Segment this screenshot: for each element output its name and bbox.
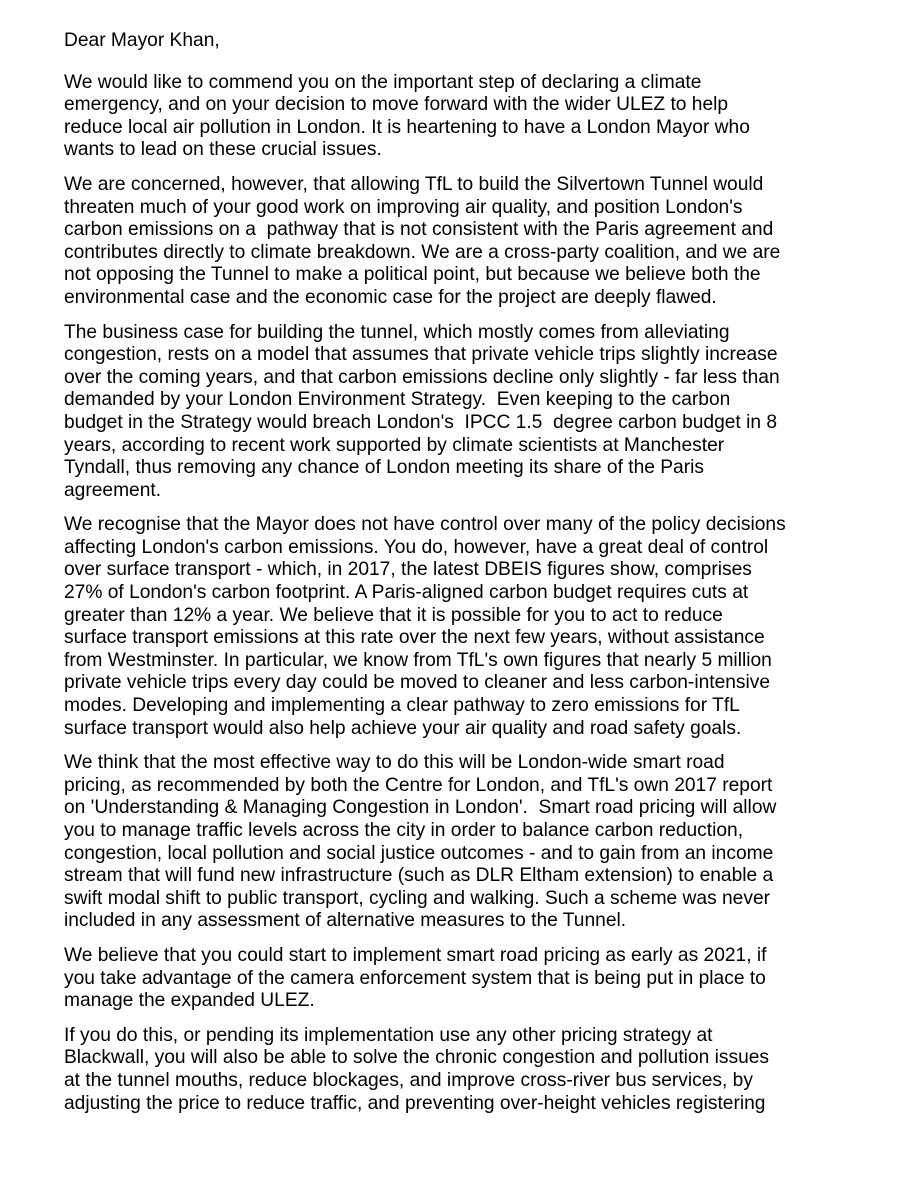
text-line: you to manage traffic levels across the city in order to balance carbon reduction,	[64, 820, 744, 841]
text-line: We recognise that the Mayor does not have control over many of the policy decisions	[64, 514, 786, 536]
text-line: swift modal shift to public transport, cycling and walking. Such a scheme was never	[64, 887, 771, 909]
salutation: Dear Mayor Khan,	[64, 30, 220, 51]
text-line: If you do this, or pending its implementation use any other pricing strategy at	[64, 1024, 713, 1046]
text-line: We think that the most effective way to do this will be London-wide smart road	[64, 752, 725, 774]
text-line: agreement.	[64, 479, 162, 501]
text-line: emergency, and on your decision to move forward with the wider ULEZ to help	[64, 94, 729, 116]
text-line: contributes directly to climate breakdown. We are a cross-party coalition, and we are	[64, 241, 781, 263]
text-line: We are concerned, however, that allowing TfL to build the Silvertown Tunnel would	[64, 173, 764, 195]
paragraph-blackwall	[64, 1025, 870, 1115]
text-line: congestion, rests on a model that assumes that private vehicle trips slightly increase	[64, 344, 778, 366]
text-line: We would like to commend you on the important step of declaring a climate	[64, 71, 702, 93]
text-line: included in any assessment of alternative measures to the Tunnel.	[64, 910, 627, 932]
text-line: wants to lead on these crucial issues.	[64, 139, 382, 161]
text-line: 27% of London's carbon footprint. A Paris-aligned carbon budget requires cuts at	[64, 582, 749, 604]
text-line: Blackwall, you will also be able to solve the chronic congestion and pollution issues	[64, 1047, 770, 1069]
text-line: manage the expanded ULEZ.	[64, 990, 315, 1012]
text-line: surface transport emissions at this rate over the next few years, without assistance	[64, 627, 765, 649]
text-line: years, according to recent work supported by climate scientists at Manchester	[64, 434, 725, 456]
text-line: The business case for building the tunnel, which mostly comes from alleviating	[64, 321, 730, 343]
text-line: on 'Understanding & Managing Congestion in London'. Smart road pricing will allow	[64, 797, 777, 819]
paragraph-implementation-2021	[64, 945, 870, 1013]
text-line: at the tunnel mouths, reduce blockages, and improve cross-river bus services, by	[64, 1069, 753, 1091]
paragraph-silvertown-concern	[64, 174, 870, 310]
text-line: budget in the Strategy would breach London's IPCC 1.5 degree carbon budget in 8	[64, 411, 778, 433]
text-line: demanded by your London Environment Strategy. Even keeping to the carbon	[64, 389, 731, 411]
text-line: surface transport would also help achieve your air quality and road safety goals.	[64, 717, 742, 739]
text-line: reduce local air pollution in London. It is heartening to have a London Mayor who	[64, 116, 750, 138]
paragraph-climate-emergency	[64, 72, 870, 162]
text-line: carbon emissions on a pathway that is not consistent with the Paris agreement and	[64, 219, 774, 241]
text-line: Tyndall, thus removing any chance of London meeting its share of the Paris	[64, 457, 704, 479]
text-line: affecting London's carbon emissions. You do, however, have a great deal of control	[64, 536, 769, 558]
text-line: over the coming years, and that carbon emissions decline only slightly - far less than	[64, 366, 780, 388]
text-line: greater than 12% a year. We believe that it is possible for you to act to reduce	[64, 604, 723, 626]
text-line: not opposing the Tunnel to make a political point, but because we believe both the	[64, 264, 761, 286]
text-line: from Westminster. In particular, we know from TfL's own figures that nearly 5 million	[64, 649, 772, 671]
text-line: We believe that you could start to implement smart road pricing as early as 2021, if	[64, 944, 767, 966]
paragraph-business-case	[64, 322, 870, 503]
text-line: adjusting the price to reduce traffic, and preventing over-height vehicles registering	[64, 1092, 766, 1114]
text-line: you take advantage of the camera enforcement system that is being put in place to	[64, 967, 766, 989]
text-line: threaten much of your good work on improving air quality, and position London's	[64, 196, 743, 218]
text-line: pricing, as recommended by both the Centre for London, and TfL's own 2017 report	[64, 774, 773, 796]
text-line: stream that will fund new infrastructure (such as DLR Eltham extension) to enable a	[64, 865, 774, 887]
text-line: over surface transport - which, in 2017, the latest DBEIS figures show, comprises	[64, 559, 752, 581]
text-line: congestion, local pollution and social justice outcomes - and to gain from an income	[64, 842, 774, 864]
text-line: environmental case and the economic case for the project are deeply flawed.	[64, 286, 717, 308]
text-line: private vehicle trips every day could be moved to cleaner and less carbon-intensive	[64, 672, 771, 694]
paragraph-smart-road-pricing	[64, 752, 870, 933]
paragraph-surface-transport	[64, 514, 870, 740]
text-line: modes. Developing and implementing a clear pathway to zero emissions for TfL	[64, 695, 740, 717]
